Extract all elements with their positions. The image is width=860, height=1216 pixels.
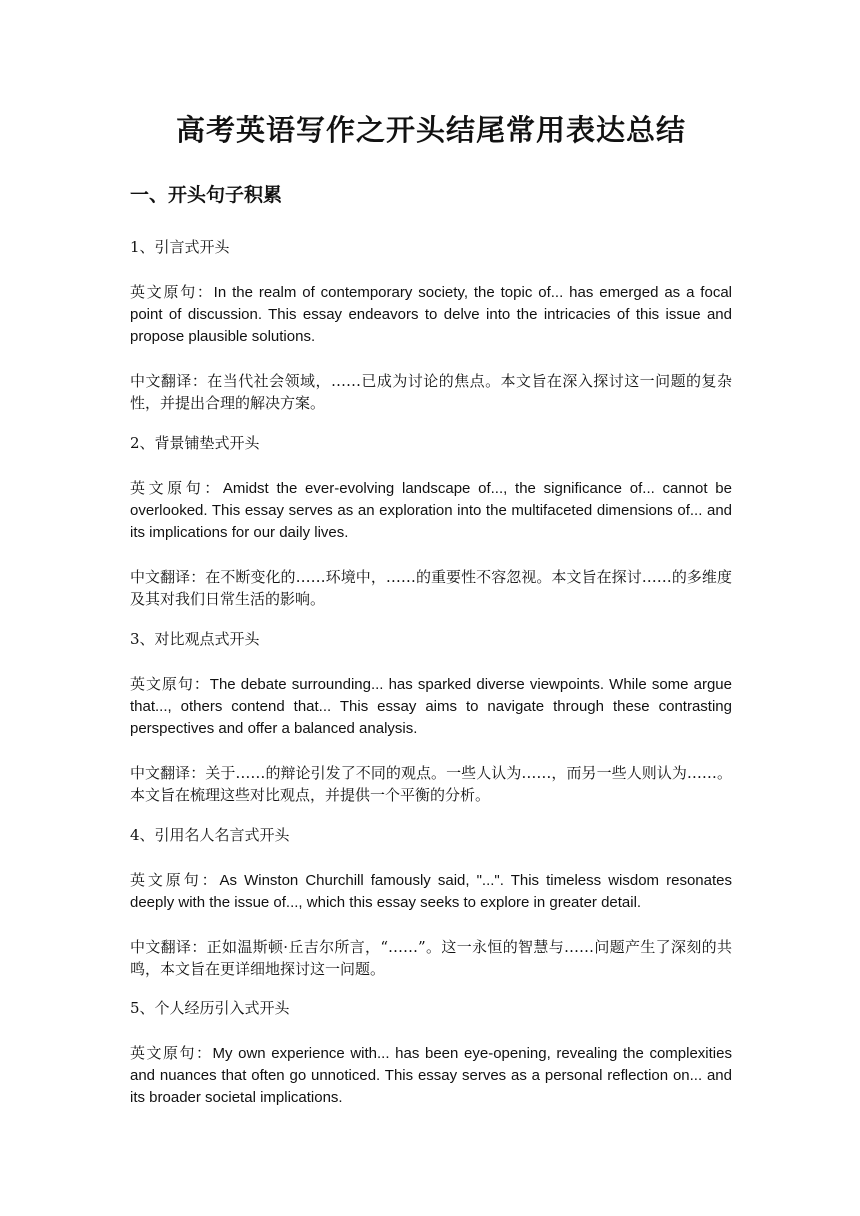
chinese-label: 中文翻译：	[130, 372, 208, 390]
item-heading: 4、引用名人名言式开头	[130, 826, 290, 844]
item-heading: 2、背景铺垫式开头	[130, 434, 260, 452]
english-original	[130, 477, 732, 544]
opening-item-5	[130, 997, 732, 1109]
section-heading: 一、开头句子积累	[130, 184, 283, 206]
chinese-label: 中文翻译：	[130, 568, 206, 586]
english-original	[130, 1042, 732, 1109]
opening-item-1	[130, 236, 732, 414]
item-heading: 5、个人经历引入式开头	[130, 999, 290, 1017]
english-label: 英文原句：	[130, 675, 210, 693]
opening-item-2	[130, 432, 732, 610]
english-text: As Winston Churchill famously said, "...". This timeless wisdom resonates deeply with the issue of..., which this essay seeks to explore in greater detail.	[130, 872, 732, 911]
chinese-translation	[130, 566, 732, 610]
chinese-text: 关于……的辩论引发了不同的观点。一些人认为……，而另一些人则认为……。本文旨在梳理这些对比观点，并提供一个平衡的分析。	[130, 764, 732, 804]
chinese-translation	[130, 370, 732, 414]
english-label: 英文原句：	[130, 283, 214, 301]
item-heading: 3、对比观点式开头	[130, 630, 260, 648]
english-label: 英文原句：	[130, 1044, 213, 1062]
english-original	[130, 869, 732, 914]
chinese-label: 中文翻译：	[130, 764, 206, 782]
english-original	[130, 673, 732, 740]
item-heading: 1、引言式开头	[130, 238, 230, 256]
chinese-translation	[130, 936, 732, 980]
chinese-text: 在当代社会领域，……已成为讨论的焦点。本文旨在深入探讨这一问题的复杂性，并提出合理的解决方案。	[130, 372, 732, 412]
english-label: 英文原句：	[130, 871, 220, 889]
chinese-text: 正如温斯顿·丘吉尔所言，“……”。这一永恒的智慧与……问题产生了深刻的共鸣，本文旨在更详细地探讨这一问题。	[130, 938, 732, 978]
opening-item-3	[130, 628, 732, 806]
english-text: Amidst the ever-evolving landscape of..., the significance of... cannot be overlooked. This essay serves as an exploration into the multifaceted dimensions of... and its implications for our daily lives.	[130, 480, 732, 541]
chinese-translation	[130, 762, 732, 806]
opening-item-4	[130, 824, 732, 980]
english-text: The debate surrounding... has sparked diverse viewpoints. While some argue that..., others contend that... This essay aims to navigate through these contrasting perspectives and offer a balanced analysis.	[130, 676, 732, 737]
chinese-label: 中文翻译：	[130, 938, 207, 956]
english-label: 英文原句：	[130, 479, 223, 497]
chinese-text: 在不断变化的……环境中，……的重要性不容忽视。本文旨在探讨……的多维度及其对我们日常生活的影响。	[130, 568, 732, 608]
english-original	[130, 281, 732, 348]
english-text: My own experience with... has been eye-opening, revealing the complexities and nuances that often go unnoticed. This essay serves as a personal reflection on... and its broader societal implications.	[130, 1045, 732, 1106]
document-title: 高考英语写作之开头结尾常用表达总结	[175, 113, 686, 147]
english-text: In the realm of contemporary society, the topic of... has emerged as a focal point of discussion. This essay endeavors to delve into the intricacies of this issue and propose plausible solutions.	[130, 284, 732, 345]
